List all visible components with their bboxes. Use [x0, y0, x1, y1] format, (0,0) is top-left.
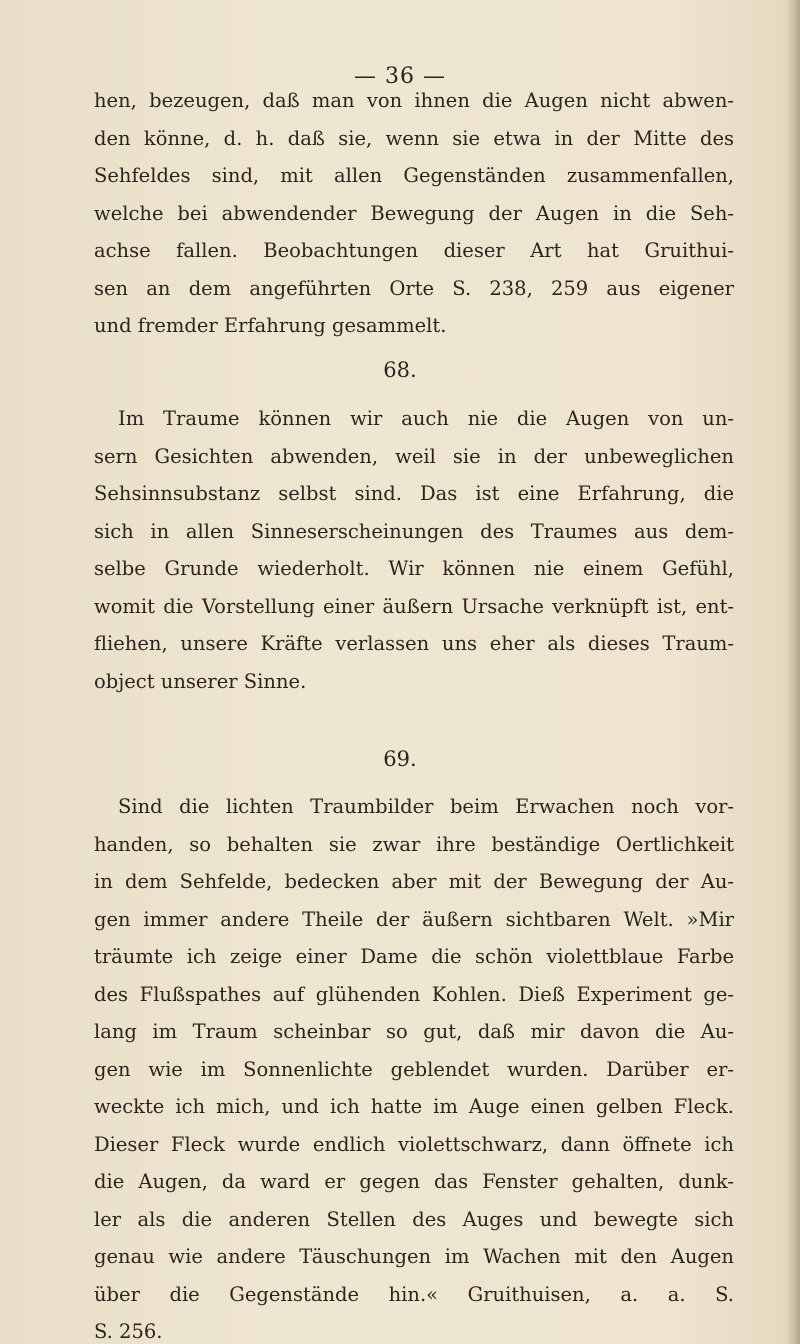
text-line: Dieser Fleck wurde endlich violettschwarz, dann öffnete ich	[94, 1132, 734, 1156]
text-line: den könne, d. h. daß sie, wenn sie etwa in der Mitte des	[94, 126, 734, 150]
section-number-68: 68.	[383, 358, 417, 382]
text-line: welche bei abwendender Bewegung der Augen in die Seh-	[94, 201, 734, 225]
text-line: womit die Vorstellung einer äußern Ursache verknüpft ist, ent-	[94, 594, 734, 618]
intro-paragraph	[94, 82, 734, 345]
text-line: handen, so behalten sie zwar ihre beständige Oertlichkeit	[94, 832, 734, 856]
text-line: sich in allen Sinneserscheinungen des Traumes aus dem-	[94, 519, 734, 543]
text-line: in dem Sehfelde, bedecken aber mit der Bewegung der Au-	[94, 870, 734, 893]
text-line: Sehsinnsubstanz selbst sind. Das ist eine Erfahrung, die	[94, 482, 734, 505]
text-line: Sind die lichten Traumbilder beim Erwachen noch vor-	[118, 795, 734, 818]
text-line: träumte ich zeige einer Dame die schön violettblaue Farbe	[94, 945, 734, 968]
text-line: fliehen, unsere Kräfte verlassen uns eher als dieses Traum-	[94, 632, 734, 655]
text-line: weckte ich mich, und ich hatte im Auge einen gelben Fleck.	[94, 1095, 734, 1118]
text-line: hen, bezeugen, daß man von ihnen die Augen nicht abwen-	[94, 89, 734, 112]
text-line: sen an dem angeführten Orte S. 238, 259 aus eigener	[94, 276, 734, 300]
text-line: ler als die anderen Stellen des Auges und bewegte sich	[94, 1207, 734, 1231]
text-line: lang im Traum scheinbar so gut, daß mir davon die Au-	[94, 1020, 734, 1043]
text-line: Im Traume können wir auch nie die Augen von un-	[118, 407, 734, 430]
text-line: die Augen, da ward er gegen das Fenster gehalten, dunk-	[94, 1170, 734, 1193]
text-line: gen immer andere Theile der äußern sichtbaren Welt. »Mir	[94, 907, 734, 931]
text-line: genau wie andere Täuschungen im Wachen mit den Augen	[94, 1245, 734, 1268]
text-line: object unserer Sinne.	[94, 669, 307, 693]
text-line: S. 256.	[94, 1320, 163, 1343]
text-line: und fremder Erfahrung gesammelt.	[94, 314, 447, 337]
page-number: — 36 —	[354, 64, 446, 89]
text-line: selbe Grunde wiederholt. Wir können nie einem Gefühl,	[94, 557, 734, 580]
text-line: Sehfeldes sind, mit allen Gegenständen zusammenfallen,	[94, 164, 734, 187]
text-line: gen wie im Sonnenlichte geblendet wurden. Darüber er-	[94, 1057, 734, 1081]
section-68-paragraph	[94, 400, 734, 700]
section-number-69: 69.	[383, 747, 417, 771]
text-line: über die Gegenstände hin.« Gruithuisen, a. a. S.	[94, 1282, 734, 1306]
text-line: des Flußspathes auf glühenden Kohlen. Dieß Experiment ge-	[94, 982, 734, 1006]
text-line: sern Gesichten abwenden, weil sie in der unbeweglichen	[94, 444, 734, 468]
page-edge-shadow	[786, 0, 800, 1344]
text-line: achse fallen. Beobachtungen dieser Art hat Gruithui-	[94, 239, 734, 262]
section-69-paragraph	[94, 788, 734, 1344]
